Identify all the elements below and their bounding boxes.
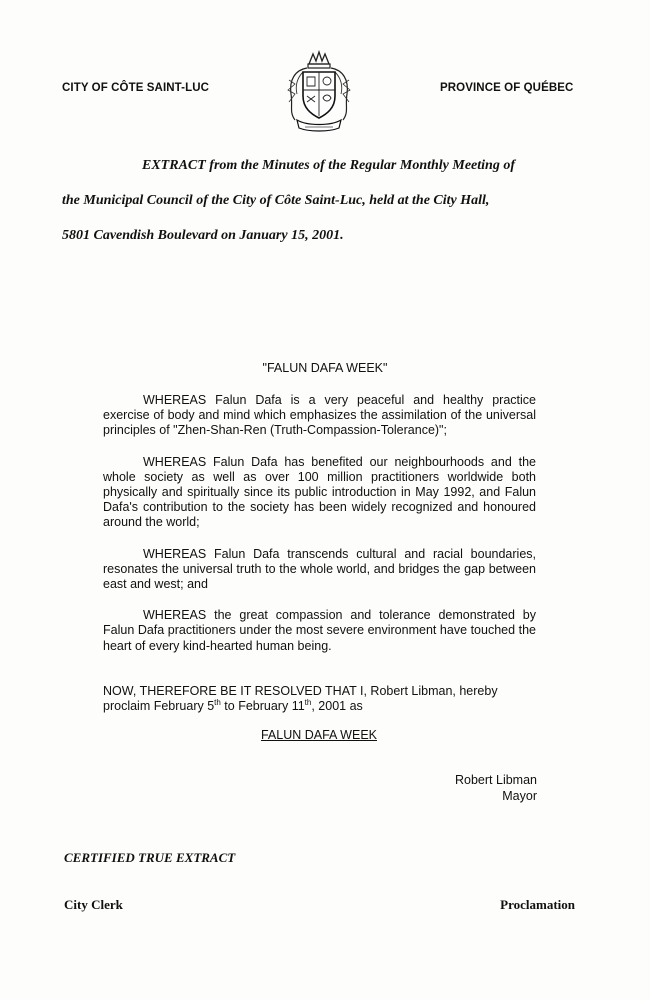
whereas-paragraph-4: WHEREAS the great compassion and tolerance demonstrated by Falun Dafa practitioners under the most severe environment have touched the heart of every kind-hearted human being. (103, 608, 536, 653)
city-clerk-label: City Clerk (64, 897, 123, 912)
signer-name: Robert Libman (455, 773, 537, 787)
extract-heading (62, 148, 578, 253)
whereas-paragraph-1: WHEREAS Falun Dafa is a very peaceful and healthy practice exercise of body and mind which emphasizes the assimilation of the universal principles of "Zhen-Shan-Ren (Truth-Compassion-Tolerance)"; (103, 393, 536, 438)
extract-line-1: EXTRACT from the Minutes of the Regular Monthly Meeting of (142, 158, 515, 173)
proclamation-body (103, 393, 536, 727)
resolve-text-2: to February 11 (220, 699, 305, 714)
proclamation-title: "FALUN DAFA WEEK" (262, 361, 388, 375)
resolve-sup-2: th (304, 697, 312, 707)
extract-line-3: 5801 Cavendish Boulevard on January 15, 2001. (62, 228, 344, 243)
resolve-sup-1: th (214, 697, 221, 707)
resolution-paragraph (103, 684, 536, 714)
extract-line-2: the Municipal Council of the City of Côte Saint-Luc, held at the City Hall, (62, 193, 490, 208)
whereas-paragraph-3: WHEREAS Falun Dafa transcends cultural and racial boundaries, resonates the universal truth to the whole world, and bridges the gap between east and west; and (103, 546, 536, 592)
signature-block (455, 772, 537, 804)
city-coat-of-arms-icon (283, 50, 355, 134)
whereas-paragraph-2: WHEREAS Falun Dafa has benefited our neighbourhoods and the whole society as well as over 100 million practitioners worldwide both physically and spiritually since its public introduction in May 1992, and Falun Dafa's contribution to the society has been widely recognized and honoured around the world; (103, 454, 536, 530)
document-type-label: Proclamation (500, 897, 575, 912)
city-name: CITY OF CÔTE SAINT-LUC (62, 82, 210, 94)
resolve-text-1: NOW, THEREFORE BE IT RESOLVED THAT I, Robert Libman, hereby proclaim February 5 (103, 683, 498, 714)
week-heading: FALUN DAFA WEEK (260, 728, 377, 742)
resolve-text-3: , 2001 as (311, 699, 363, 714)
certified-label: CERTIFIED TRUE EXTRACT (64, 850, 236, 865)
signer-title: Mayor (502, 789, 537, 803)
province-name: PROVINCE OF QUÉBEC (440, 82, 574, 94)
